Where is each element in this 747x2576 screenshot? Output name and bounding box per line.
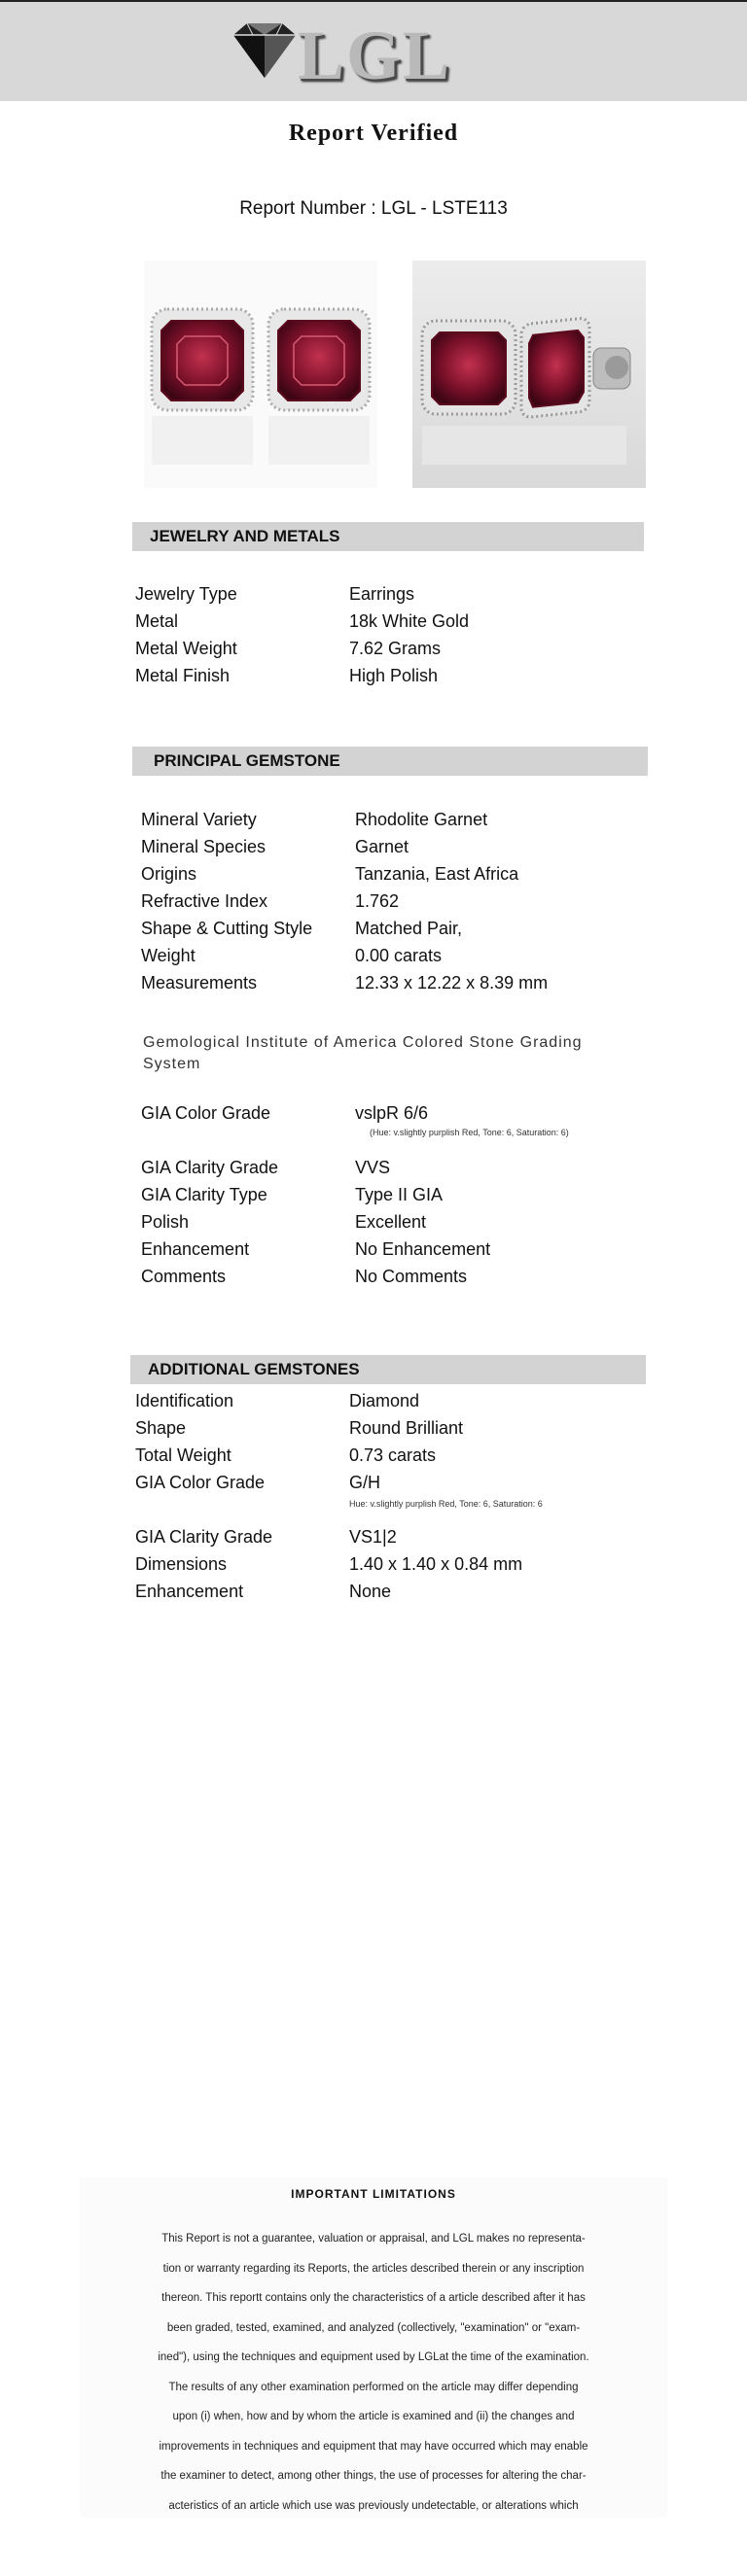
row-label: GIA Clarity Grade	[135, 1527, 273, 1547]
row-value: Garnet	[355, 837, 409, 856]
row-value: VS1|2	[349, 1527, 397, 1547]
row-label: Enhancement	[135, 1582, 244, 1601]
row-value: Rhodolite Garnet	[355, 810, 488, 829]
row-label: GIA Color Grade	[141, 1103, 271, 1123]
limitations-line: ined"), using the techniques and equipment used by LGLat the time of the examination.	[158, 2351, 589, 2363]
limitations-line: improvements in techniques and equipment that may have occurred which may enable	[159, 2440, 588, 2453]
row-label: Metal Weight	[135, 639, 237, 658]
jewelry-metals-heading: JEWELRY AND METALS	[132, 522, 644, 551]
row-label: Metal	[135, 611, 179, 631]
row-value: No Comments	[355, 1267, 468, 1286]
additional-gemstones-heading: ADDITIONAL GEMSTONES	[130, 1355, 646, 1384]
limitations-title: IMPORTANT LIMITATIONS	[291, 2187, 456, 2201]
row-value: Excellent	[355, 1212, 427, 1232]
color-grade-note: (Hue: v.slightly purplish Red, Tone: 6, Saturation: 6)	[370, 1128, 569, 1137]
row-value: 1.762	[355, 891, 400, 911]
limitations-line: thereon. This reportt contains only the characteristics of a article described after it has	[161, 2292, 586, 2304]
row-label: Mineral Species	[141, 837, 267, 856]
row-label: Identification	[135, 1391, 234, 1410]
earrings-side-photo	[412, 261, 646, 488]
principal-gemstone-heading: PRINCIPAL GEMSTONE	[132, 747, 648, 776]
row-value: 12.33 x 12.22 x 8.39 mm	[355, 973, 549, 992]
row-label: Refractive Index	[141, 891, 268, 911]
row-label: GIA Clarity Grade	[141, 1158, 279, 1177]
row-label: GIA Color Grade	[135, 1473, 266, 1492]
row-label: Shape & Cutting Style	[141, 919, 313, 938]
limitations-line: upon (i) when, how and by whom the article is examined and (ii) the changes and	[172, 2411, 575, 2422]
header-bar	[0, 0, 747, 101]
report-number: Report Number : LGL - LSTE113	[239, 198, 508, 219]
row-value: 7.62 Grams	[349, 639, 442, 658]
row-label: Shape	[135, 1418, 187, 1438]
diamond-logo-icon	[230, 21, 300, 82]
limitations-line: This Report is not a guarantee, valuation or appraisal, and LGL makes no representa-	[161, 2233, 586, 2245]
row-value: G/H	[349, 1473, 381, 1492]
limitations-line: been graded, tested, examined, and analyzed (collectively, "examination" or "exam-	[166, 2321, 581, 2334]
row-value: Type II GIA	[355, 1185, 444, 1204]
limitations-line: tion or warranty regarding its Reports, the articles described therein or any inscription	[162, 2262, 585, 2275]
color-grade-note: Hue: v.slightly purplish Red, Tone: 6, Saturation: 6	[349, 1499, 543, 1509]
row-value: Tanzania, East Africa	[355, 864, 519, 884]
row-label: Dimensions	[135, 1554, 228, 1574]
page-title: Report Verified	[288, 121, 459, 146]
logo-text: LGL	[298, 17, 452, 94]
row-value: 0.00 carats	[355, 946, 443, 965]
row-label: Metal Finish	[135, 666, 231, 685]
row-value: No Enhancement	[355, 1239, 491, 1259]
row-label: Total Weight	[135, 1445, 231, 1465]
row-label: Mineral Variety	[141, 810, 257, 829]
row-value: Diamond	[349, 1391, 420, 1410]
row-label: Polish	[141, 1212, 190, 1232]
row-value: Matched Pair,	[355, 919, 463, 938]
row-label: Enhancement	[141, 1239, 250, 1259]
limitations-line: the examiner to detect, among other things, the use of processes for altering the char-	[160, 2470, 587, 2482]
row-value: Round Brilliant	[349, 1418, 464, 1438]
row-label: Comments	[141, 1267, 227, 1286]
row-value: VVS	[355, 1158, 391, 1177]
row-label: GIA Clarity Type	[141, 1185, 267, 1204]
row-label: Measurements	[141, 973, 258, 992]
lgl-logo[interactable]	[230, 17, 482, 94]
row-value: None	[349, 1582, 392, 1601]
important-limitations	[80, 2177, 667, 2518]
grading-system-text: Gemological Institute of America Colored Stone Grading System	[143, 1034, 583, 1072]
limitations-body	[101, 2224, 646, 2521]
row-value: 1.40 x 1.40 x 0.84 mm	[349, 1554, 523, 1574]
row-value: 0.73 carats	[349, 1445, 437, 1465]
row-label: Origins	[141, 864, 197, 884]
row-value: 18k White Gold	[349, 611, 470, 631]
row-value: High Polish	[349, 666, 439, 685]
row-value: vslpR 6/6	[355, 1103, 429, 1123]
row-label: Weight	[141, 946, 196, 965]
limitations-line: acteristics of an article which use was previously undetectable, or alterations which	[168, 2499, 579, 2512]
limitations-line: The results of any other examination performed on the article may differ depending	[168, 2381, 579, 2393]
row-value: Earrings	[349, 584, 415, 604]
earrings-front-photo	[144, 261, 377, 488]
row-label: Jewelry Type	[135, 584, 237, 604]
